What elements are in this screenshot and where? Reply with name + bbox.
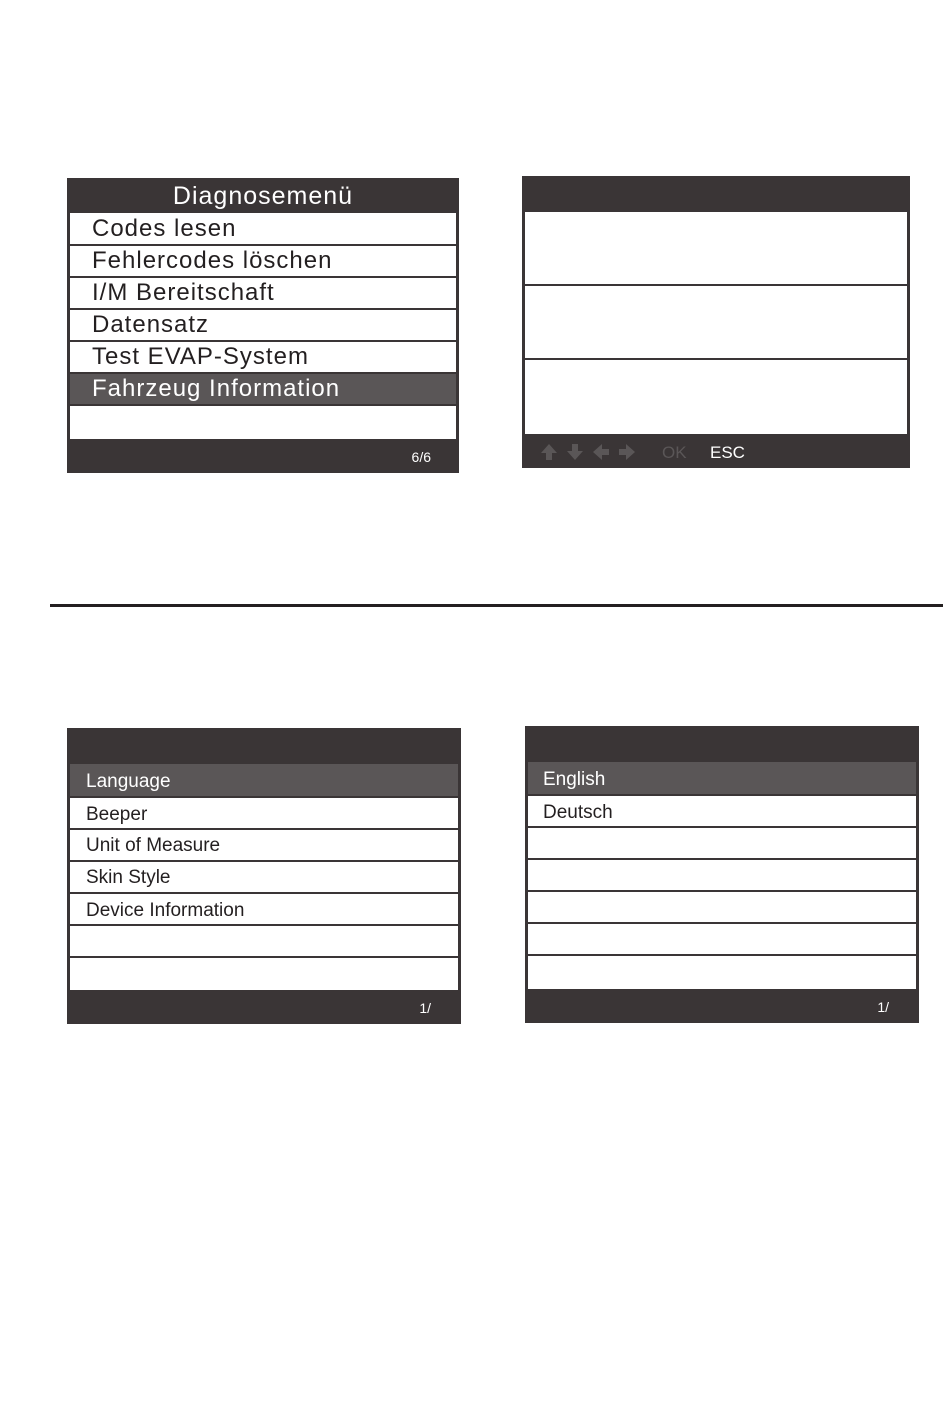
language-item-english[interactable]: English	[528, 762, 916, 796]
menu-item-fahrzeug-information[interactable]: Fahrzeug Information	[70, 374, 456, 406]
status-bar	[525, 989, 919, 1023]
esc-button[interactable]: ESC	[710, 443, 745, 462]
language-item-empty	[528, 860, 916, 892]
menu-item-im-bereitschaft[interactable]: I/M Bereitschaft	[70, 278, 456, 310]
menu-item-fehlercodes-loeschen[interactable]: Fehlercodes löschen	[70, 246, 456, 278]
info-row	[525, 360, 907, 434]
info-row	[525, 212, 907, 286]
language-item-empty	[528, 892, 916, 924]
screen-title: Diagnosemenü	[172, 182, 354, 210]
screen-info-blank	[522, 176, 910, 468]
menu-item-codes-lesen[interactable]: Codes lesen	[70, 213, 456, 246]
menu-item-datensatz[interactable]: Datensatz	[70, 310, 456, 342]
settings-item-skin-style[interactable]: Skin Style	[70, 862, 458, 894]
settings-list	[70, 764, 458, 990]
status-bar	[67, 440, 459, 473]
page-indicator: 1/	[419, 1000, 431, 1016]
info-list	[525, 212, 907, 434]
arrow-left-icon[interactable]	[590, 441, 612, 463]
menu-item-empty	[70, 406, 456, 439]
arrow-right-icon[interactable]	[616, 441, 638, 463]
settings-item-beeper[interactable]: Beeper	[70, 798, 458, 830]
page-indicator: 6/6	[411, 449, 431, 465]
language-list	[528, 762, 916, 989]
settings-item-empty	[70, 926, 458, 958]
page-divider	[50, 604, 943, 607]
nav-bar	[522, 434, 910, 468]
settings-item-device-information[interactable]: Device Information	[70, 894, 458, 926]
screen-language	[525, 726, 919, 1023]
info-row	[525, 286, 907, 360]
language-item-empty	[528, 828, 916, 860]
language-item-deutsch[interactable]: Deutsch	[528, 796, 916, 828]
nav-arrows	[538, 441, 638, 463]
settings-item-unit-of-measure[interactable]: Unit of Measure	[70, 830, 458, 862]
page-indicator: 1/	[877, 999, 889, 1015]
language-item-empty	[528, 956, 916, 989]
settings-item-empty	[70, 958, 458, 990]
screen-settings	[67, 728, 461, 1024]
arrow-down-icon[interactable]	[564, 441, 586, 463]
status-bar	[67, 990, 461, 1024]
settings-item-language[interactable]: Language	[70, 764, 458, 798]
arrow-up-icon[interactable]	[538, 441, 560, 463]
menu-item-test-evap-system[interactable]: Test EVAP-System	[70, 342, 456, 374]
ok-button[interactable]: OK	[662, 443, 687, 462]
language-item-empty	[528, 924, 916, 956]
menu-list	[70, 213, 456, 439]
screen-diagnose-menu	[67, 178, 459, 473]
